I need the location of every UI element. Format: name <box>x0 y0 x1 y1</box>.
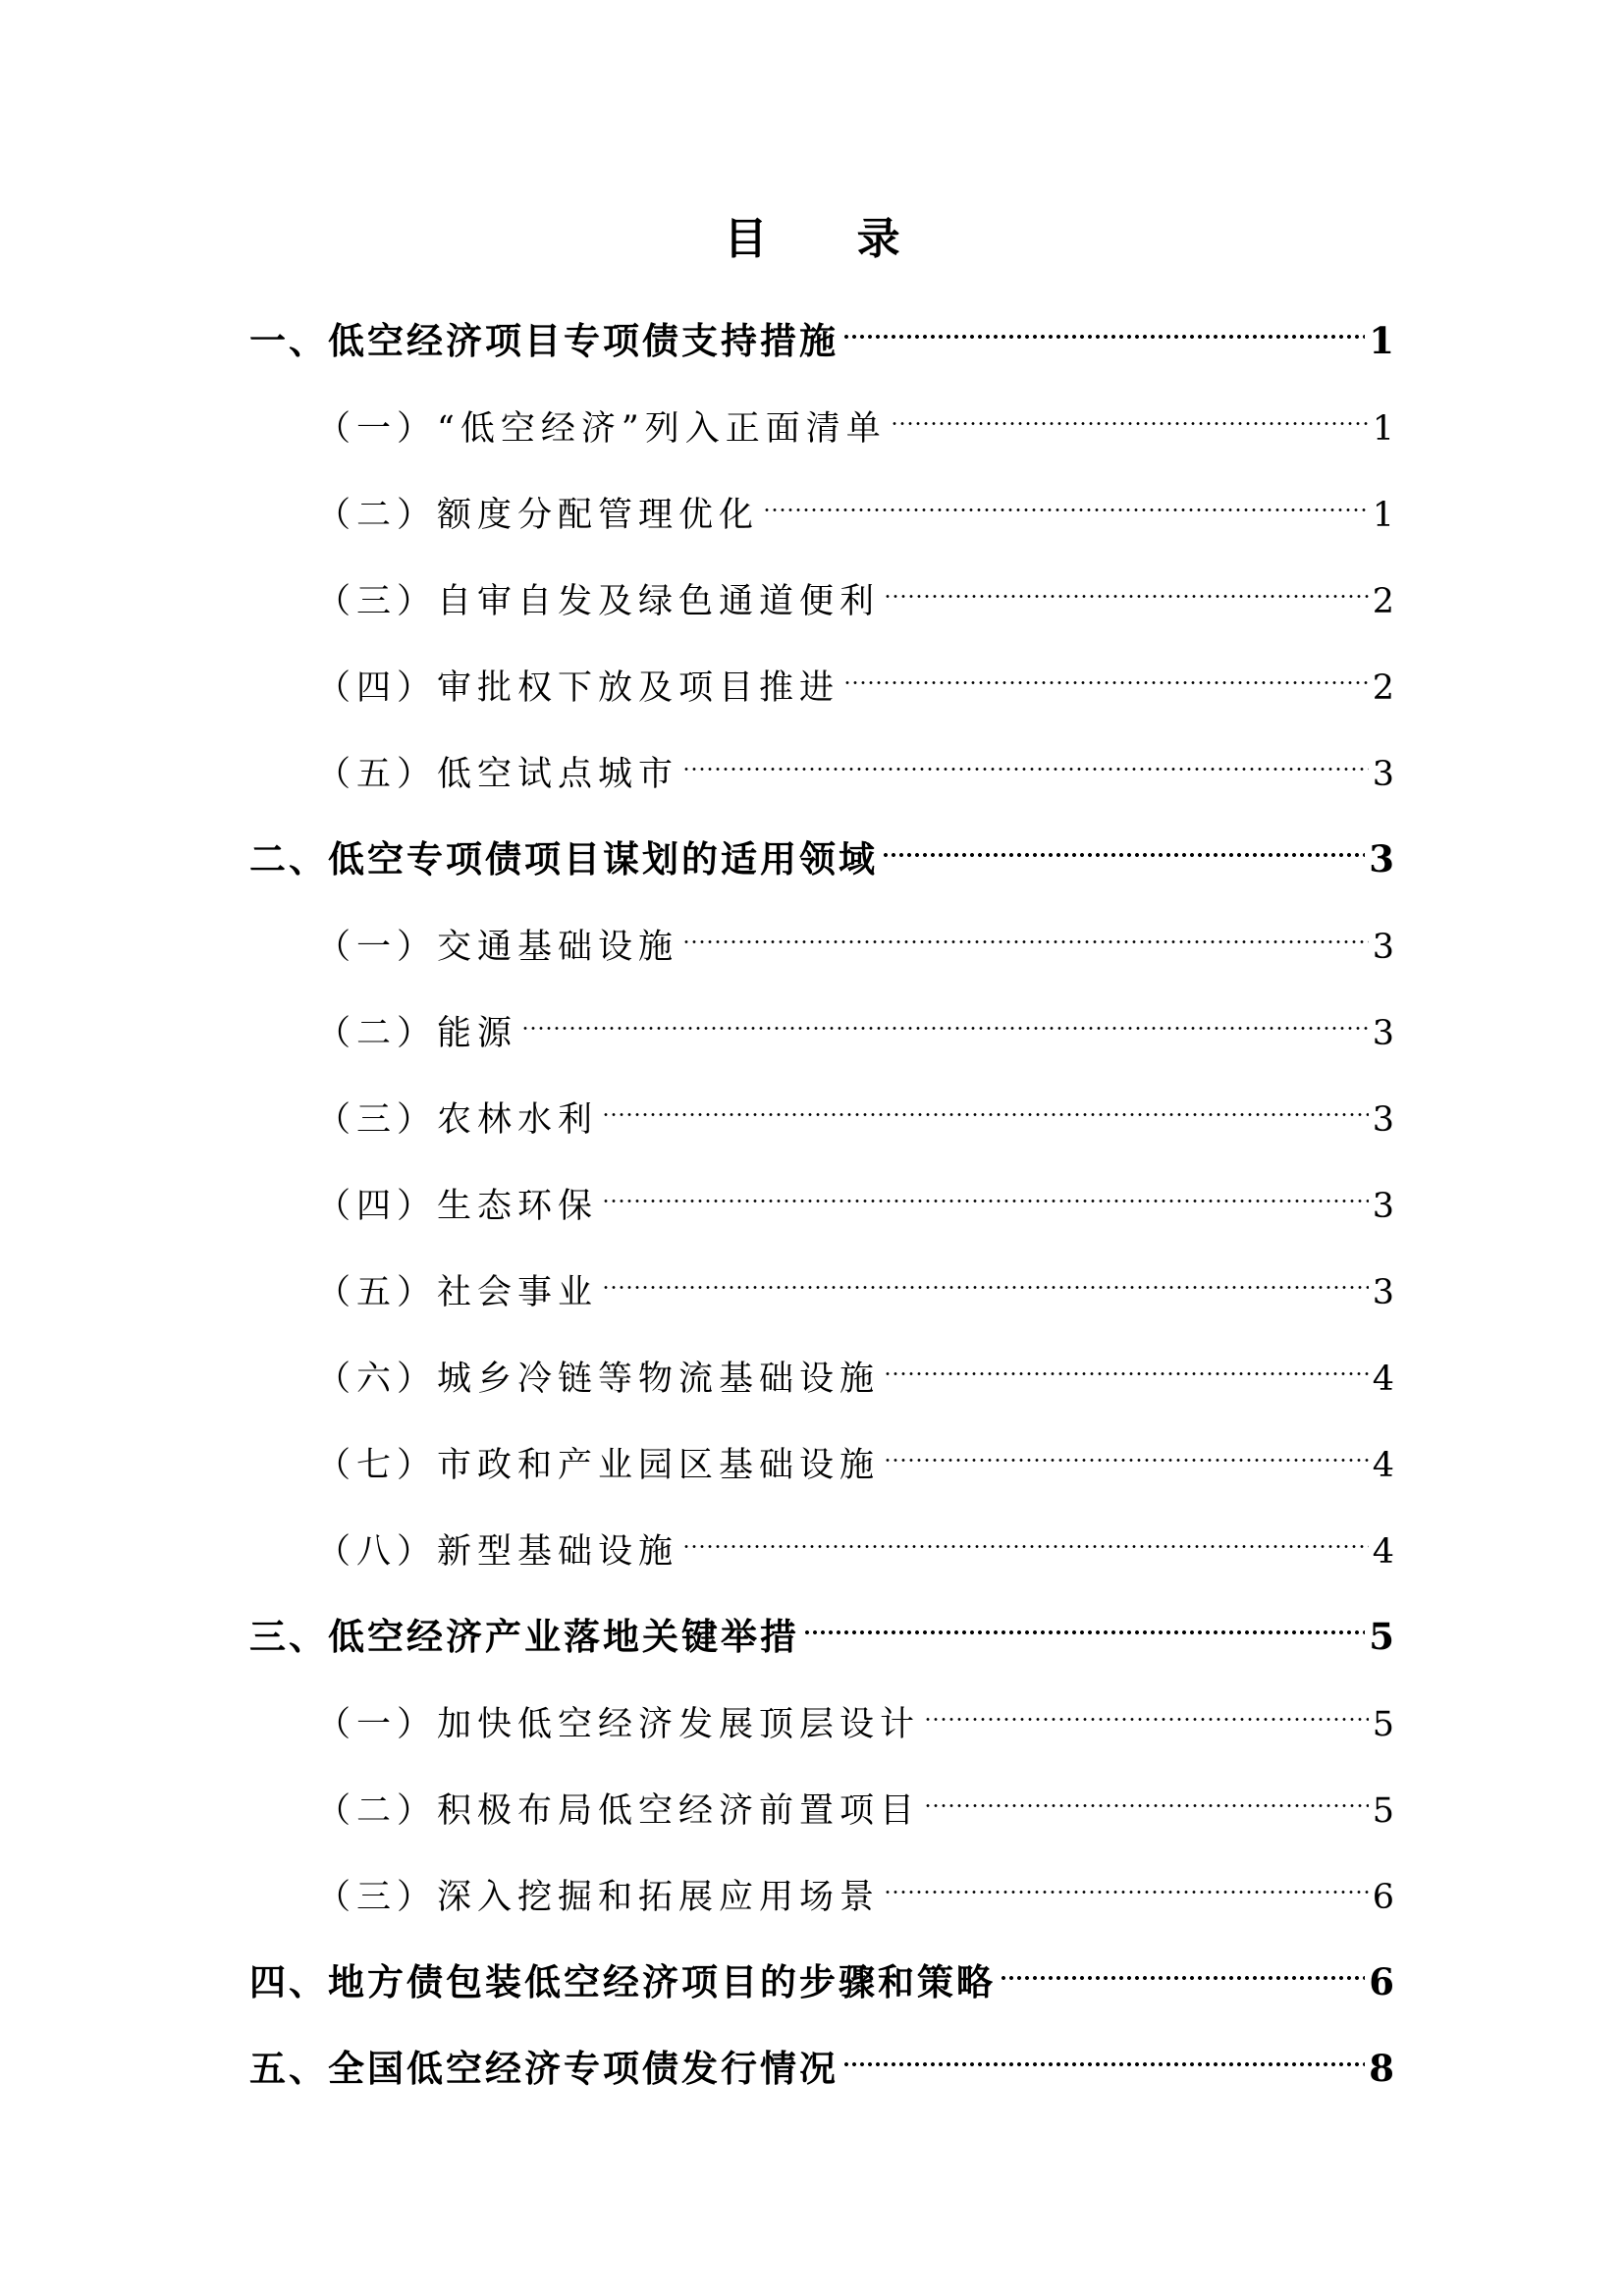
toc-dot-leader <box>882 813 1365 872</box>
toc-page-number: 2 <box>1372 668 1394 708</box>
toc-entry-section-2[interactable] <box>249 813 1394 881</box>
toc-dot-leader <box>682 726 1369 785</box>
toc-dot-leader <box>924 1677 1369 1735</box>
toc-dot-leader <box>682 899 1369 958</box>
toc-page-number: 8 <box>1369 2047 1394 2090</box>
toc-entry-subsection[interactable] <box>316 1677 1394 1744</box>
toc-entry-section-4[interactable] <box>249 1936 1394 2003</box>
toc-dot-leader <box>602 1158 1369 1217</box>
toc-entry-text: （一）“低空经济”列入正面清单 <box>316 409 887 449</box>
toc-entry-subsection[interactable] <box>316 986 1394 1053</box>
toc-dot-leader <box>1000 1936 1365 1995</box>
toc-entry-text: （五）社会事业 <box>316 1273 599 1312</box>
toc-page-number: 1 <box>1369 319 1394 362</box>
toc-page-number: 5 <box>1372 1705 1394 1744</box>
toc-page-number: 5 <box>1372 1791 1394 1831</box>
toc-dot-leader <box>602 1245 1369 1304</box>
toc-entry-subsection[interactable] <box>316 899 1394 967</box>
toc-entry-text: 四、地方债包装低空经济项目的步骤和策略 <box>249 1960 996 2003</box>
toc-dot-leader <box>891 381 1369 440</box>
toc-entry-subsection[interactable] <box>316 1504 1394 1572</box>
toc-page-number: 2 <box>1372 582 1394 621</box>
toc-entry-text: 三、低空经济产业落地关键举措 <box>249 1615 799 1658</box>
toc-dot-leader <box>884 554 1369 613</box>
toc-dot-leader <box>602 1072 1369 1131</box>
toc-page-number: 1 <box>1372 409 1394 449</box>
toc-entry-text: （二）额度分配管理优化 <box>316 496 760 535</box>
toc-page-number: 4 <box>1372 1446 1394 1485</box>
toc-page-number: 4 <box>1372 1360 1394 1399</box>
toc-entry-subsection[interactable] <box>316 554 1394 621</box>
toc-page-number: 1 <box>1372 496 1394 535</box>
toc-entry-text: 二、低空专项债项目谋划的适用领域 <box>249 837 878 881</box>
toc-entry-subsection[interactable] <box>316 1763 1394 1831</box>
toc-dot-leader <box>803 1590 1365 1649</box>
toc-entry-subsection[interactable] <box>316 381 1394 449</box>
toc-entry-text: （一）交通基础设施 <box>316 928 679 967</box>
toc-dot-leader <box>924 1763 1369 1822</box>
toc-page-number: 4 <box>1372 1532 1394 1572</box>
toc-entry-text: （二）积极布局低空经济前置项目 <box>316 1791 921 1831</box>
toc-entry-subsection[interactable] <box>316 1158 1394 1226</box>
toc-entry-text: （八）新型基础设施 <box>316 1532 679 1572</box>
toc-entry-subsection[interactable] <box>316 467 1394 535</box>
toc-dot-leader <box>842 2022 1365 2081</box>
toc-entry-text: 一、低空经济项目专项债支持措施 <box>249 319 839 362</box>
toc-entry-text: （二）能源 <box>316 1014 518 1053</box>
toc-page-number: 3 <box>1372 1187 1394 1226</box>
toc-dot-leader <box>763 467 1369 526</box>
toc-entry-subsection[interactable] <box>316 726 1394 794</box>
toc-entry-text: （四）生态环保 <box>316 1187 599 1226</box>
toc-entry-text: （七）市政和产业园区基础设施 <box>316 1446 881 1485</box>
toc-entry-text: （六）城乡冷链等物流基础设施 <box>316 1360 881 1399</box>
toc-dot-leader <box>521 986 1369 1044</box>
toc-page-number: 3 <box>1372 1273 1394 1312</box>
toc-entry-section-3[interactable] <box>249 1590 1394 1658</box>
toc-entry-subsection[interactable] <box>316 640 1394 708</box>
toc-entry-section-5[interactable] <box>249 2022 1394 2090</box>
toc-entry-text: （五）低空试点城市 <box>316 755 679 794</box>
toc-dot-leader <box>884 1849 1369 1908</box>
toc-entry-text: （一）加快低空经济发展顶层设计 <box>316 1705 921 1744</box>
toc-entry-subsection[interactable] <box>316 1417 1394 1485</box>
toc-dot-leader <box>842 294 1365 353</box>
toc-dot-leader <box>884 1331 1369 1390</box>
toc-entry-text: （四）审批权下放及项目推进 <box>316 668 840 708</box>
toc-entry-subsection[interactable] <box>316 1331 1394 1399</box>
toc-page-number: 6 <box>1369 1960 1394 2003</box>
toc-page-number: 3 <box>1372 755 1394 794</box>
toc-entry-subsection[interactable] <box>316 1245 1394 1312</box>
toc-page-number: 3 <box>1372 928 1394 967</box>
toc-page-number: 3 <box>1372 1100 1394 1140</box>
toc-entry-subsection[interactable] <box>316 1072 1394 1140</box>
toc-page-number: 5 <box>1369 1615 1394 1658</box>
toc-dot-leader <box>682 1504 1369 1563</box>
toc-dot-leader <box>884 1417 1369 1476</box>
toc-entry-subsection[interactable] <box>316 1849 1394 1917</box>
toc-page-number: 3 <box>1372 1014 1394 1053</box>
toc-entry-section-1[interactable] <box>249 294 1394 362</box>
toc-entry-text: （三）深入挖掘和拓展应用场景 <box>316 1878 881 1917</box>
toc-entry-text: （三）农林水利 <box>316 1100 599 1140</box>
page-title: 目 录 <box>724 214 938 264</box>
toc-dot-leader <box>843 640 1369 699</box>
toc-entry-text: （三）自审自发及绿色通道便利 <box>316 582 881 621</box>
toc-page-number: 6 <box>1372 1878 1394 1917</box>
toc-entry-text: 五、全国低空经济专项债发行情况 <box>249 2047 839 2090</box>
toc-page-number: 3 <box>1369 837 1394 881</box>
